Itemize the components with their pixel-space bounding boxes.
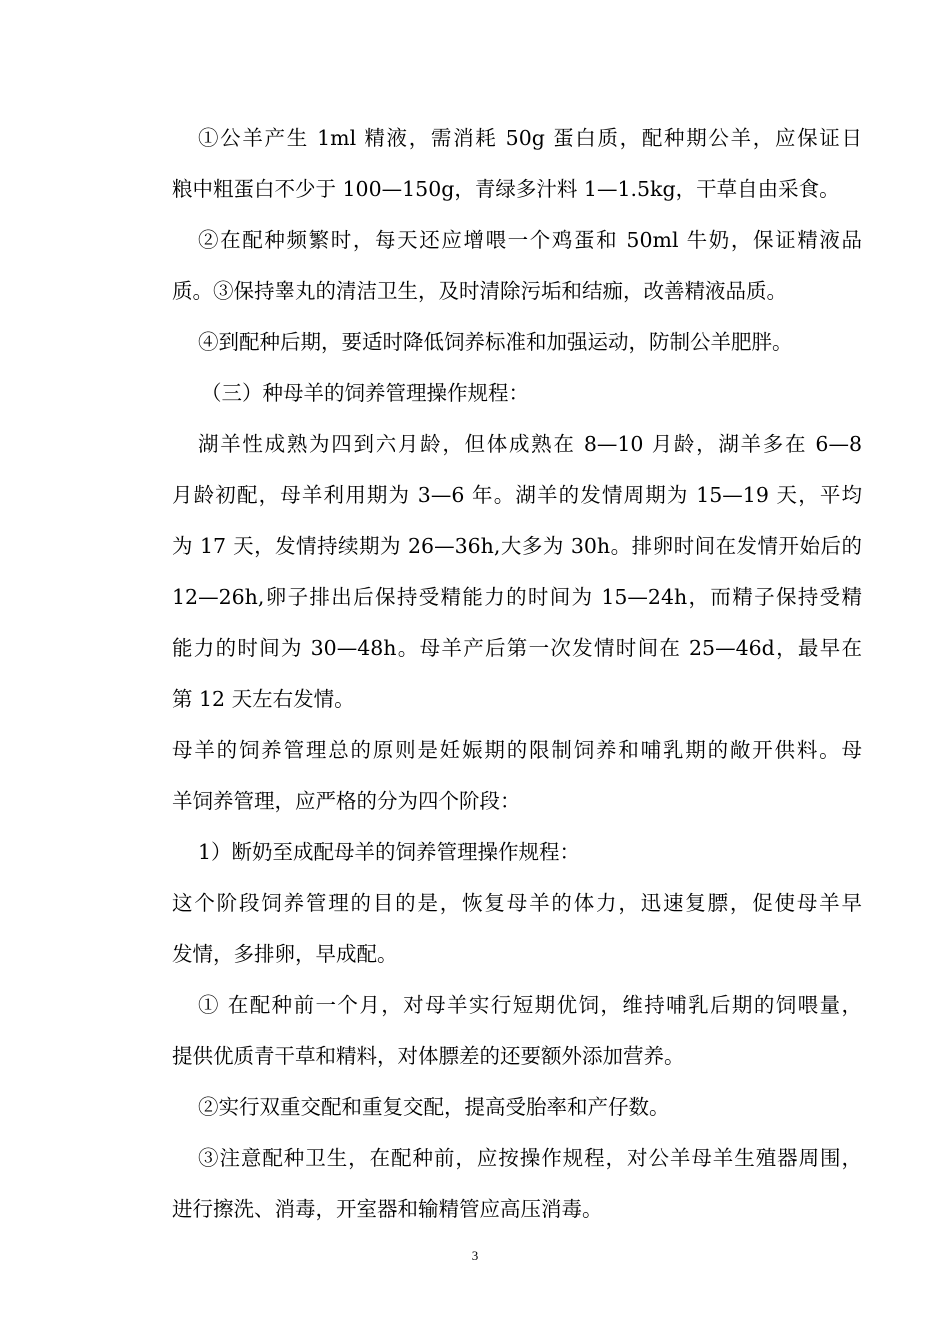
body-line: 为 17 天，发情持续期为 26—36h,大多为 30h。排卵时间在发情开始后的 [172,534,862,558]
body-line: 粮中粗蛋白不少于 100—150g，青绿多汁料 1—1.5kg，干草自由采食。 [172,177,840,201]
body-line: 月龄初配，母羊利用期为 3—6 年。湖羊的发情周期为 15—19 天，平均 [172,483,862,507]
body-line: 发情，多排卵，早成配。 [172,942,398,966]
page-number: 3 [471,1248,479,1263]
body-line: 质。③保持睾丸的清洁卫生，及时清除污垢和结痂，改善精液品质。 [172,279,787,303]
body-line: 第 12 天左右发情。 [172,687,355,711]
section-heading: （三）种母羊的饲养管理操作规程： [201,381,529,405]
body-line: 12—26h,卵子排出后保持受精能力的时间为 15—24h，而精子保持受精 [172,585,862,609]
body-line: 这个阶段饲养管理的目的是，恢复母羊的体力，迅速复膘，促使母羊早 [172,891,862,915]
body-line: 母羊的饲养管理总的原则是妊娠期的限制饲养和哺乳期的敞开供料。母 [172,738,862,762]
body-line: ① 在配种前一个月，对母羊实行短期优饲，维持哺乳后期的饲喂量， [198,993,862,1017]
document-body [172,113,862,1235]
subsection-heading: 1）断奶至成配母羊的饲养管理操作规程： [198,840,581,864]
body-line: ①公羊产生 1ml 精液，需消耗 50g 蛋白质，配种期公羊，应保证日 [198,126,862,150]
body-line: ②在配种频繁时，每天还应增喂一个鸡蛋和 50ml 牛奶，保证精液品 [198,228,862,252]
body-line: ②实行双重交配和重复交配，提高受胎率和产仔数。 [198,1095,670,1119]
body-line: 羊饲养管理，应严格的分为四个阶段： [172,789,521,813]
body-line: ④到配种后期，要适时降低饲养标准和加强运动，防制公羊肥胖。 [198,330,793,354]
body-line: 进行擦洗、消毒，开室器和输精管应高压消毒。 [172,1197,603,1221]
body-line: 湖羊性成熟为四到六月龄，但体成熟在 8—10 月龄，湖羊多在 6—8 [198,432,862,456]
body-line: 提供优质青干草和精料，对体膘差的还要额外添加营养。 [172,1044,685,1068]
body-line: ③注意配种卫生，在配种前，应按操作规程，对公羊母羊生殖器周围， [198,1146,862,1170]
body-line: 能力的时间为 30—48h。母羊产后第一次发情时间在 25—46d，最早在 [172,636,862,660]
